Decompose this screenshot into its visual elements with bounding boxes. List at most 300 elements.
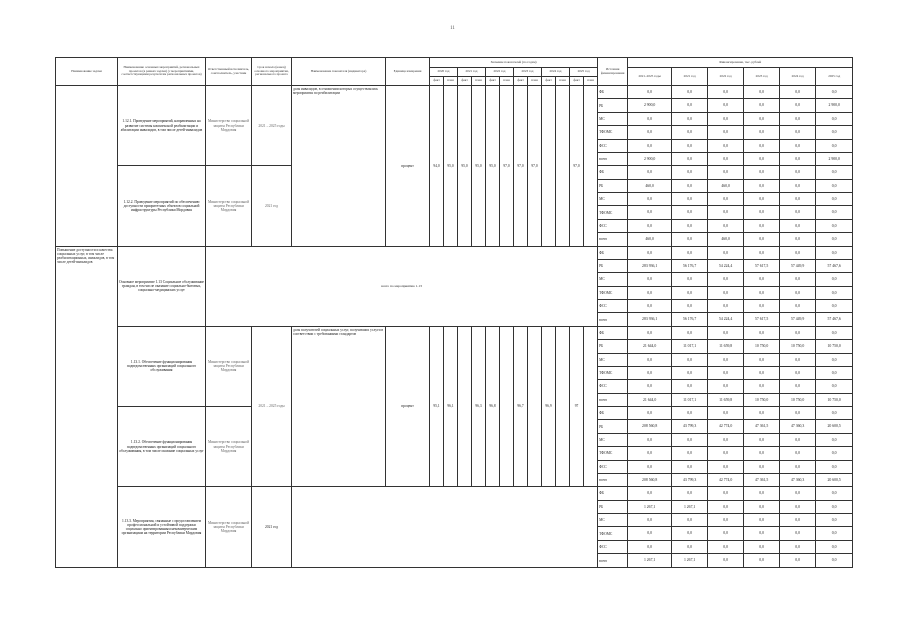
fin-value: 1 267,1 [628, 500, 672, 513]
fin-value: 0,0 [780, 86, 816, 99]
fin-value: 0,0 [708, 366, 744, 379]
fin-value: 0,0 [816, 514, 853, 527]
target-value: 95,0 [486, 86, 500, 247]
fin-source-label: ФБ [598, 487, 628, 500]
fin-source-label: РБ [598, 259, 628, 272]
fin-value: 0,0 [708, 206, 744, 219]
fact-header: факт [514, 77, 528, 86]
fin-value: 0,0 [816, 193, 853, 206]
fin-value: 54 224,4 [708, 313, 744, 326]
fin-value: 0,0 [816, 179, 853, 192]
fin-value: 0,0 [628, 126, 672, 139]
target-value [458, 326, 472, 487]
fin-value: 0,0 [708, 527, 744, 540]
header-fin-source: Источник финансирования [598, 58, 628, 86]
year-header: 2022 год [486, 68, 514, 77]
fin-value: 0,0 [708, 300, 744, 313]
fin-value: 0,0 [708, 99, 744, 112]
year-header: 2020 год [430, 68, 458, 77]
fin-source-label: МС [598, 273, 628, 286]
fin-value: 0,0 [744, 233, 780, 246]
fin-value: 0,0 [744, 126, 780, 139]
indicator-cell: доля инвалидов, в отношении которых осуществлялись мероприятия по реабилитации [292, 86, 386, 247]
fin-value: 0,0 [816, 353, 853, 366]
fin-value: 0,0 [744, 487, 780, 500]
fin-value: 0,0 [780, 219, 816, 232]
fact-header: факт [458, 77, 472, 86]
executor-cell: Министерство социальной защиты Республики Мордовия [206, 326, 252, 406]
fin-value: 0,0 [780, 193, 816, 206]
fin-source-label: МС [598, 514, 628, 527]
fin-value: 0,0 [780, 380, 816, 393]
fin-source-label: ТФОМС [598, 206, 628, 219]
fin-value: 11 017,1 [672, 393, 708, 406]
fin-value: 56 176,7 [672, 313, 708, 326]
fin-year-header: 2024 год [780, 68, 816, 86]
fin-value: 0,0 [780, 166, 816, 179]
fin-value: 0,0 [628, 447, 672, 460]
fin-year-header: 2023 год [744, 68, 780, 86]
fin-value: 0,0 [780, 366, 816, 379]
fin-value: 10 750,0 [744, 393, 780, 406]
fin-value: 0,0 [816, 166, 853, 179]
executor-cell: Министерство социальной защиты Республики Мордовия [206, 407, 252, 487]
fin-value: 0,0 [628, 139, 672, 152]
fin-value: 0,0 [780, 326, 816, 339]
year-header: 2021 год [458, 68, 486, 77]
fin-value: 0,0 [628, 206, 672, 219]
fin-value: 0,0 [744, 460, 780, 473]
fin-value: 0,0 [708, 273, 744, 286]
target-value [528, 326, 542, 487]
fin-value: 11 017,1 [672, 340, 708, 353]
fin-value: 0,0 [744, 380, 780, 393]
fin-source-label: ТФОМС [598, 447, 628, 460]
fin-value: 0,0 [672, 300, 708, 313]
fin-value: 0,0 [672, 326, 708, 339]
fin-value: 47 361,5 [744, 473, 780, 486]
unit-cell: процент [386, 326, 430, 487]
target-value: 96,3 [472, 326, 486, 487]
target-value: 97,0 [570, 86, 584, 247]
fin-value: 0,0 [708, 286, 744, 299]
fin-value: 0,0 [628, 166, 672, 179]
fin-value: 208 560,8 [628, 473, 672, 486]
header-measures: Наименование основных мероприятий, региональных проектов (в рамках задачи) (с мероприятиями, соответствующими результатам региональных проектов) [118, 58, 206, 86]
measure-cell: 1.13.2. Обеспечение функционирования подведомственных организаций социального обслуживания, в том числе оказание социальных услуг [118, 407, 206, 487]
fin-value: 0,0 [628, 286, 672, 299]
fin-value: 0,0 [816, 233, 853, 246]
fin-value: 10 750,0 [816, 393, 853, 406]
fin-value: 0,0 [780, 126, 816, 139]
fin-source-label: ФБ [598, 246, 628, 259]
target-value [584, 86, 598, 247]
header-goal: Наименование задачи [56, 58, 118, 86]
fin-value: 0,0 [780, 554, 816, 568]
fin-value: 0,0 [816, 366, 853, 379]
fin-value: 0,0 [672, 286, 708, 299]
fin-value: 0,0 [780, 112, 816, 125]
fin-source-label: ТФОМС [598, 286, 628, 299]
fin-source-label: ФСС [598, 139, 628, 152]
fin-value: 0,0 [672, 527, 708, 540]
target-value: 95,0 [472, 86, 486, 247]
fin-value: 0,0 [708, 433, 744, 446]
fin-source-label: ТФОМС [598, 527, 628, 540]
fin-value: 460,0 [708, 179, 744, 192]
fin-value: 0,0 [744, 152, 780, 165]
fin-value: 0,0 [672, 433, 708, 446]
fin-value: 0,0 [780, 447, 816, 460]
fin-value: 460,0 [708, 233, 744, 246]
fin-value: 2 900,0 [628, 99, 672, 112]
fin-source-label: РБ [598, 420, 628, 433]
fin-value: 57 617,5 [744, 259, 780, 272]
fin-year-header: 2022 год [708, 68, 744, 86]
fin-value: 0,0 [780, 300, 816, 313]
fin-value: 283 936,1 [628, 313, 672, 326]
fin-value: 0,0 [628, 300, 672, 313]
program-table [55, 57, 853, 568]
fin-value: 0,0 [780, 286, 816, 299]
target-value: 96,8 [486, 326, 500, 487]
executor-cell: Министерство социальной защиты Республики Мордовия [206, 487, 252, 568]
fin-value: 0,0 [672, 246, 708, 259]
fin-value: 0,0 [780, 527, 816, 540]
fin-value: 57 449,9 [780, 313, 816, 326]
fin-value: 0,0 [780, 152, 816, 165]
fin-year-header: 2021 год [672, 68, 708, 86]
fin-value: 20 600,5 [816, 420, 853, 433]
fin-source-label: всего [598, 233, 628, 246]
fin-value: 0,0 [744, 166, 780, 179]
fin-source-label: всего [598, 393, 628, 406]
target-value [556, 86, 570, 247]
fin-value: 10 750,0 [780, 340, 816, 353]
fin-value: 2 900,0 [816, 99, 853, 112]
target-value [584, 326, 598, 487]
fin-value: 0,0 [628, 433, 672, 446]
fin-value: 0,0 [816, 487, 853, 500]
fin-source-label: ФСС [598, 380, 628, 393]
target-value [500, 326, 514, 487]
empty-indicator-cell [292, 487, 598, 568]
fin-value: 0,0 [816, 500, 853, 513]
fin-source-label: всего [598, 473, 628, 486]
fin-value: 0,0 [708, 540, 744, 553]
fin-value: 0,0 [816, 139, 853, 152]
fin-source-label: ФБ [598, 166, 628, 179]
fin-source-label: всего [598, 554, 628, 568]
fin-value: 56 176,7 [672, 259, 708, 272]
fin-value: 283 936,1 [628, 259, 672, 272]
fin-source-label: ФСС [598, 460, 628, 473]
fin-value: 43 799,3 [672, 420, 708, 433]
fin-value: 42 774,0 [708, 420, 744, 433]
fin-value: 0,0 [708, 152, 744, 165]
fin-source-label: МС [598, 193, 628, 206]
fin-value: 47 360,3 [780, 420, 816, 433]
fin-value: 0,0 [672, 139, 708, 152]
target-value: 96,1 [444, 326, 458, 487]
fin-value: 0,0 [672, 193, 708, 206]
measure-cell: 1.13.3. Мероприятия, связанные с предоставлением профессиональной и устойчивой поддержки социально ориентированным некоммерческим организациям на территории Республики Мордовия [118, 487, 206, 568]
fin-value: 0,0 [708, 380, 744, 393]
unit-cell: процент [386, 86, 430, 247]
fin-source-label: РБ [598, 99, 628, 112]
header-period: Срок начала (конец) основного мероприятия, регионального проекта [252, 58, 292, 86]
fin-value: 21 644,0 [628, 393, 672, 406]
fin-value: 0,0 [780, 139, 816, 152]
fin-source-label: ФСС [598, 300, 628, 313]
fin-value: 0,0 [744, 433, 780, 446]
fin-value: 0,0 [708, 460, 744, 473]
fin-year-header: 2025 год [816, 68, 853, 86]
fin-value: 0,0 [816, 527, 853, 540]
fin-value: 11 659,8 [708, 393, 744, 406]
fin-value: 10 750,0 [744, 340, 780, 353]
period-cell: 2021 – 2025 годы [252, 326, 292, 487]
fin-value: 1 267,1 [672, 500, 708, 513]
fin-value: 47 361,5 [744, 420, 780, 433]
fin-value: 0,0 [816, 112, 853, 125]
fin-value: 0,0 [780, 514, 816, 527]
fin-source-label: ФСС [598, 540, 628, 553]
fin-value: 460,0 [628, 233, 672, 246]
fin-value: 0,0 [628, 219, 672, 232]
fact-header: факт [430, 77, 444, 86]
fin-value: 0,0 [672, 112, 708, 125]
fin-value: 2 900,0 [628, 152, 672, 165]
fin-value: 0,0 [708, 514, 744, 527]
fin-value: 0,0 [708, 326, 744, 339]
fin-value: 0,0 [708, 554, 744, 568]
page-number: 11 [450, 26, 455, 31]
fin-value: 43 799,3 [672, 473, 708, 486]
fin-value: 0,0 [628, 407, 672, 420]
fin-value: 0,0 [816, 86, 853, 99]
fin-value: 0,0 [780, 233, 816, 246]
fin-value: 0,0 [816, 326, 853, 339]
period-cell: 2021 – 2025 годы [252, 86, 292, 166]
fin-value: 0,0 [672, 366, 708, 379]
fin-value: 0,0 [744, 193, 780, 206]
target-value: 97,0 [500, 86, 514, 247]
fin-value: 1 267,1 [628, 554, 672, 568]
fin-value: 0,0 [708, 126, 744, 139]
period-cell: 2021 год [252, 166, 292, 246]
fin-source-label: МС [598, 112, 628, 125]
fin-value: 0,0 [708, 447, 744, 460]
header-unit: Единица измерения [386, 58, 430, 86]
fin-value: 208 560,8 [628, 420, 672, 433]
fin-value: 0,0 [628, 527, 672, 540]
fact-header: факт [542, 77, 556, 86]
fin-value: 0,0 [744, 447, 780, 460]
target-value: 97 [570, 326, 584, 487]
measure-cell: 1.12.2. Проведение мероприятий по обеспечению доступности приоритетных объектов социальной инфраструктуры Республики Мордовия [118, 166, 206, 246]
fin-value: 0,0 [628, 366, 672, 379]
fin-value: 20 600,5 [816, 473, 853, 486]
fin-value: 0,0 [708, 500, 744, 513]
fin-value: 0,0 [780, 179, 816, 192]
target-value: 97,0 [528, 86, 542, 247]
fin-value: 0,0 [780, 246, 816, 259]
executor-cell: Министерство социальной защиты Республики Мордовия [206, 86, 252, 166]
fin-value: 0,0 [780, 460, 816, 473]
target-value: 94,0 [430, 86, 444, 247]
fin-value: 0,0 [672, 179, 708, 192]
fin-value: 0,0 [628, 112, 672, 125]
header-finance-group: Финансирование, тыс. рублей [628, 58, 853, 68]
fin-value: 0,0 [628, 514, 672, 527]
fin-value: 0,0 [708, 139, 744, 152]
fin-source-label: ФСС [598, 219, 628, 232]
fin-value: 0,0 [816, 273, 853, 286]
fin-value: 10 750,0 [816, 340, 853, 353]
fin-source-label: ТФОМС [598, 366, 628, 379]
fin-value: 0,0 [816, 433, 853, 446]
fin-value: 0,0 [816, 126, 853, 139]
fin-source-label: РБ [598, 340, 628, 353]
fin-value: 0,0 [780, 273, 816, 286]
fin-value: 0,0 [672, 219, 708, 232]
fin-value: 42 774,0 [708, 473, 744, 486]
fin-value: 0,0 [744, 514, 780, 527]
fin-value: 0,0 [672, 206, 708, 219]
goal-cell [56, 86, 118, 247]
fin-value: 0,0 [672, 447, 708, 460]
fin-value: 0,0 [672, 353, 708, 366]
fin-value: 0,0 [628, 487, 672, 500]
fin-value: 0,0 [672, 152, 708, 165]
fin-value: 10 750,0 [780, 393, 816, 406]
header-indicator: Наименование показателя (индикатора) [292, 58, 386, 86]
fin-value: 0,0 [744, 300, 780, 313]
fin-value: 0,0 [816, 407, 853, 420]
fin-value: 0,0 [672, 487, 708, 500]
fin-value: 0,0 [780, 433, 816, 446]
fin-value: 460,0 [628, 179, 672, 192]
year-header: 2023 год [514, 68, 542, 77]
fin-value: 0,0 [780, 487, 816, 500]
fin-value: 0,0 [672, 540, 708, 553]
fin-value: 0,0 [816, 554, 853, 568]
fin-value: 0,0 [708, 353, 744, 366]
fin-value: 0,0 [816, 447, 853, 460]
fin-value: 0,0 [672, 460, 708, 473]
fin-value: 0,0 [744, 179, 780, 192]
target-value [556, 326, 570, 487]
fact-header: факт [570, 77, 584, 86]
fin-value: 0,0 [816, 246, 853, 259]
executor-cell: Министерство социальной защиты Республики Мордовия [206, 166, 252, 246]
fin-value: 0,0 [744, 139, 780, 152]
fin-value: 0,0 [628, 353, 672, 366]
fin-value: 0,0 [744, 366, 780, 379]
fin-value: 0,0 [816, 380, 853, 393]
fin-value: 57 467,6 [816, 313, 853, 326]
fin-value: 0,0 [672, 407, 708, 420]
fact-header: факт [486, 77, 500, 86]
fin-value: 0,0 [708, 112, 744, 125]
fin-source-label: РБ [598, 179, 628, 192]
period-cell: 2021 год [252, 487, 292, 568]
fin-value: 0,0 [628, 540, 672, 553]
fin-value: 0,0 [780, 407, 816, 420]
fin-source-label: всего [598, 152, 628, 165]
fin-value: 0,0 [672, 233, 708, 246]
fin-value: 0,0 [780, 540, 816, 553]
plan-header: план [556, 77, 570, 86]
fin-value: 0,0 [708, 487, 744, 500]
fin-value: 0,0 [744, 286, 780, 299]
fin-value: 0,0 [708, 219, 744, 232]
fin-value: 0,0 [628, 326, 672, 339]
measure-cell: 1.13.1. Обеспечение функционирования подведомственных организаций социального обслуживания [118, 326, 206, 406]
fin-value: 0,0 [744, 554, 780, 568]
fin-source-label: всего [598, 313, 628, 326]
main-measure-cell: Основное мероприятие 1.13 Социальное обслуживание граждан, в том числе оказание социально-бытовых, социально-медицинских услуг [118, 246, 206, 326]
fin-value: 0,0 [628, 380, 672, 393]
fin-value: 0,0 [744, 86, 780, 99]
fin-value: 0,0 [672, 99, 708, 112]
target-value: 97,0 [514, 86, 528, 247]
fin-value: 0,0 [780, 500, 816, 513]
fin-value: 0,0 [672, 380, 708, 393]
fin-value: 0,0 [780, 206, 816, 219]
plan-header: план [444, 77, 458, 86]
fin-value: 0,0 [744, 353, 780, 366]
goal-text-cell: Повышение доступности и качества социальных услуг, в том числе реабилитационных, инвалидов, в том числе детей-инвалидов [56, 246, 118, 568]
fin-value: 57 449,9 [780, 259, 816, 272]
fin-value: 0,0 [708, 193, 744, 206]
plan-header: план [528, 77, 542, 86]
fin-value: 0,0 [672, 86, 708, 99]
fin-value: 2 900,0 [816, 152, 853, 165]
fin-value: 0,0 [744, 407, 780, 420]
fin-value: 47 360,3 [780, 473, 816, 486]
fin-value: 0,0 [744, 500, 780, 513]
fin-value: 0,0 [628, 86, 672, 99]
fin-value: 0,0 [816, 219, 853, 232]
fin-value: 57 617,5 [744, 313, 780, 326]
target-value [542, 86, 556, 247]
fin-source-label: МС [598, 433, 628, 446]
fin-source-label: МС [598, 353, 628, 366]
header-target-group: Значение показателей (по годам) [430, 58, 598, 68]
fin-value: 0,0 [780, 99, 816, 112]
fin-source-label: РБ [598, 500, 628, 513]
header-executor: Ответственный исполнитель, соисполнитель, участник [206, 58, 252, 86]
target-value: 95,1 [430, 326, 444, 487]
target-value: 96,7 [514, 326, 528, 487]
fin-value: 0,0 [816, 300, 853, 313]
fin-value: 0,0 [744, 246, 780, 259]
fin-value: 0,0 [816, 286, 853, 299]
plan-header: план [500, 77, 514, 86]
fin-value: 0,0 [628, 246, 672, 259]
main-measure-span: всего по мероприятию 1.13 [206, 246, 598, 326]
fin-value: 57 467,6 [816, 259, 853, 272]
fin-value: 0,0 [708, 407, 744, 420]
fin-value: 0,0 [672, 514, 708, 527]
fin-value: 0,0 [744, 326, 780, 339]
fin-source-label: ФБ [598, 86, 628, 99]
plan-header: план [472, 77, 486, 86]
fin-value: 0,0 [708, 246, 744, 259]
fin-value: 1 267,1 [672, 554, 708, 568]
